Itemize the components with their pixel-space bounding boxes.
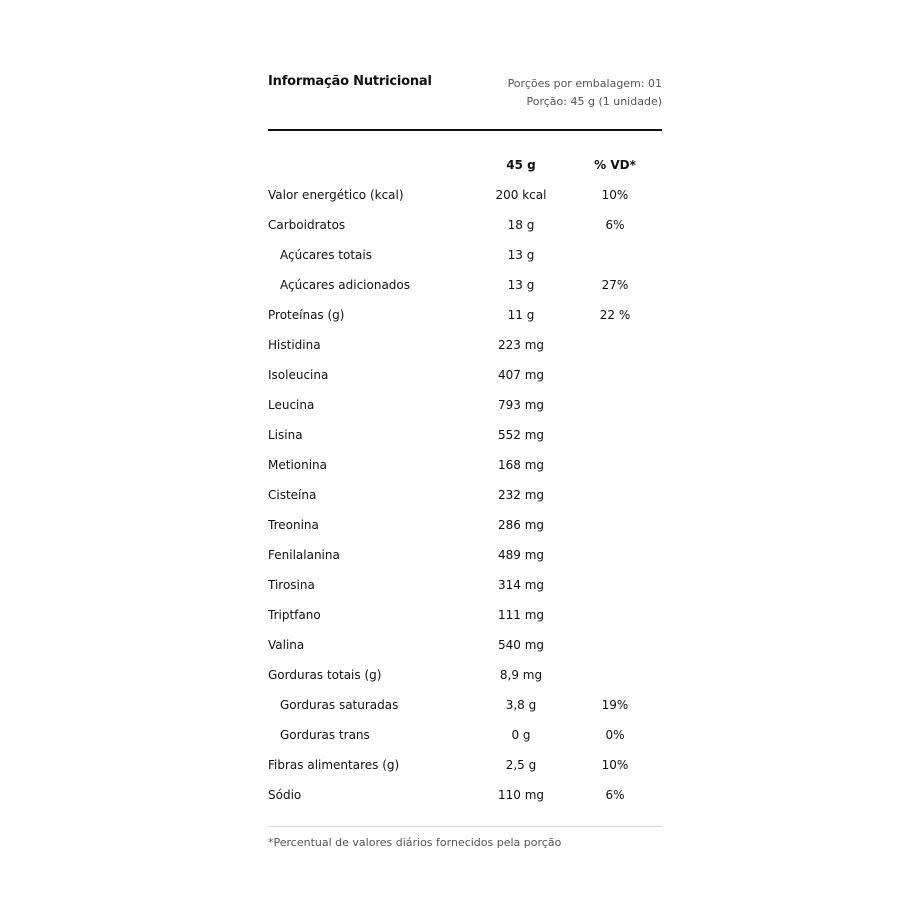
nutrient-amount: 232 mg	[497, 488, 545, 502]
nutrient-name: Valor energético (kcal)	[268, 188, 404, 202]
nutrient-name: Açúcares totais	[280, 248, 372, 262]
nutrient-amount: 0 g	[511, 728, 531, 742]
column-header-vd: % VD*	[594, 158, 636, 172]
table-row	[268, 210, 662, 240]
nutrient-amount: 407 mg	[497, 368, 545, 382]
nutrient-vd: 22 %	[599, 308, 631, 322]
nutrient-vd: 10%	[601, 188, 629, 202]
nutrient-name: Lisina	[268, 428, 303, 442]
table-header-row	[268, 150, 662, 180]
nutrient-amount: 168 mg	[497, 458, 545, 472]
nutrient-amount: 2,5 g	[505, 758, 537, 772]
nutrient-vd: 6%	[605, 788, 625, 802]
nutrient-name: Proteínas (g)	[268, 308, 345, 322]
nutrient-amount: 552 mg	[497, 428, 545, 442]
nutrient-amount: 489 mg	[497, 548, 545, 562]
table-row	[268, 600, 662, 630]
nutrient-name: Gorduras totais (g)	[268, 668, 382, 682]
table-row	[268, 570, 662, 600]
table-row	[268, 690, 662, 720]
nutrient-name: Carboidratos	[268, 218, 346, 232]
nutrient-name: Leucina	[268, 398, 315, 412]
portion-size: Porção: 45 g (1 unidade)	[526, 95, 662, 108]
nutrient-amount: 793 mg	[497, 398, 545, 412]
nutrition-header	[268, 72, 662, 131]
nutrient-name: Histidina	[268, 338, 321, 352]
nutrient-vd: 0%	[605, 728, 625, 742]
serving-info	[508, 75, 662, 111]
nutrient-amount: 11 g	[507, 308, 535, 322]
nutrient-vd: 27%	[601, 278, 629, 292]
nutrient-amount: 8,9 mg	[499, 668, 543, 682]
nutrient-name: Metionina	[268, 458, 328, 472]
nutrient-amount: 111 mg	[497, 608, 545, 622]
nutrient-name: Triptfano	[268, 608, 321, 622]
table-row	[268, 780, 662, 810]
table-row	[268, 240, 662, 270]
column-header-amount: 45 g	[506, 158, 536, 172]
nutrient-name: Treonina	[268, 518, 319, 532]
table-row	[268, 420, 662, 450]
nutrient-name: Tirosina	[268, 578, 315, 592]
table-row	[268, 510, 662, 540]
footnote: *Percentual de valores diários fornecidos pela porção	[268, 826, 662, 849]
nutrient-amount: 200 kcal	[495, 188, 547, 202]
nutrient-amount: 13 g	[507, 248, 535, 262]
nutrient-name: Fenilalanina	[268, 548, 340, 562]
nutrient-amount: 223 mg	[497, 338, 545, 352]
nutrient-name: Fibras alimentares (g)	[268, 758, 400, 772]
nutrient-name: Gorduras saturadas	[280, 698, 399, 712]
nutrient-name: Açúcares adicionados	[280, 278, 411, 292]
table-row	[268, 390, 662, 420]
nutrient-vd: 6%	[605, 218, 625, 232]
nutrient-amount: 13 g	[507, 278, 535, 292]
table-row	[268, 330, 662, 360]
table-row	[268, 750, 662, 780]
table-row	[268, 480, 662, 510]
nutrient-vd: 19%	[601, 698, 629, 712]
table-row	[268, 180, 662, 210]
nutrient-amount: 286 mg	[497, 518, 545, 532]
nutrient-name: Valina	[268, 638, 305, 652]
nutrient-amount: 18 g	[507, 218, 535, 232]
nutrient-amount: 110 mg	[497, 788, 545, 802]
nutrient-amount: 314 mg	[497, 578, 545, 592]
table-row	[268, 630, 662, 660]
nutrition-facts-panel	[268, 72, 662, 810]
table-row	[268, 540, 662, 570]
table-row	[268, 660, 662, 690]
nutrient-name: Gorduras trans	[280, 728, 370, 742]
table-row	[268, 450, 662, 480]
nutrition-title: Informação Nutricional	[268, 74, 432, 89]
nutrient-amount: 540 mg	[497, 638, 545, 652]
servings-per-package: Porções por embalagem: 01	[507, 77, 662, 90]
nutrition-table	[268, 150, 662, 810]
nutrient-name: Cisteína	[268, 488, 317, 502]
table-row	[268, 270, 662, 300]
table-row	[268, 360, 662, 390]
nutrient-vd: 10%	[601, 758, 629, 772]
table-row	[268, 720, 662, 750]
nutrient-name: Isoleucina	[268, 368, 329, 382]
nutrient-name: Sódio	[268, 788, 302, 802]
table-row	[268, 300, 662, 330]
nutrient-amount: 3,8 g	[505, 698, 537, 712]
